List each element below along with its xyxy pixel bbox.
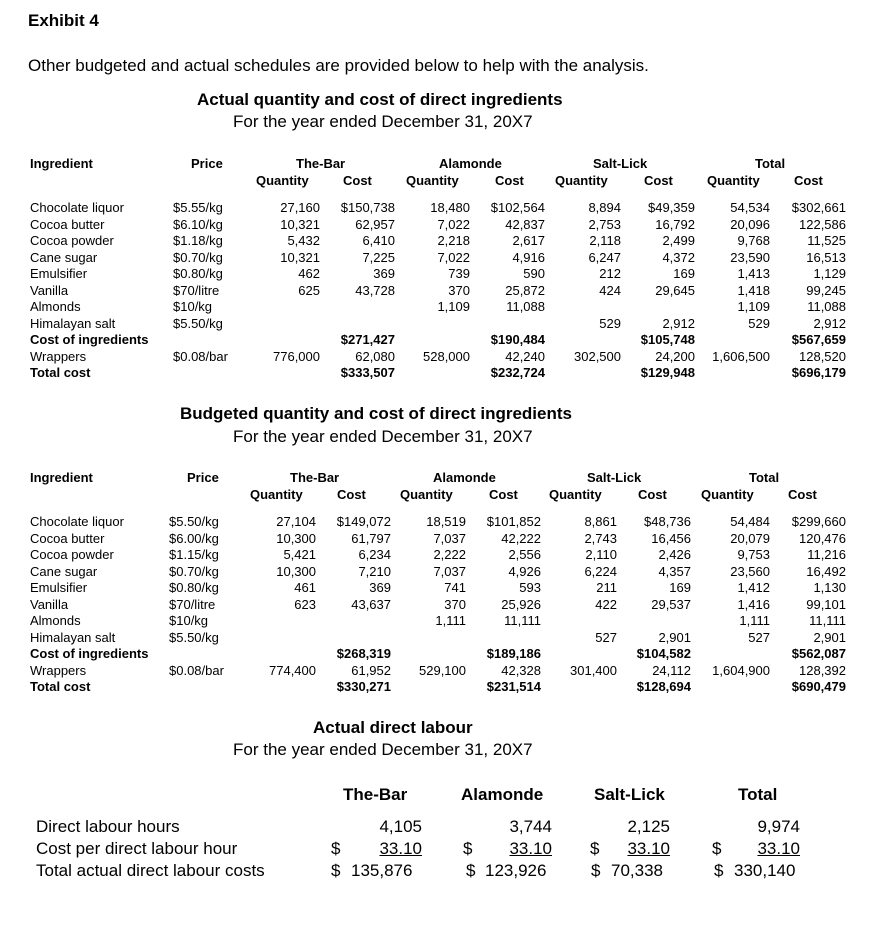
value-cell: 24,200: [655, 348, 695, 364]
value-cell: 739: [448, 266, 470, 281]
value-cell: $333,507: [340, 365, 395, 380]
value-cell: 529,100: [419, 662, 466, 678]
value-cell: 16,513: [806, 249, 846, 265]
value-cell: 593: [519, 580, 541, 595]
value-cell: 54,484: [730, 514, 770, 529]
value-cell: $190,484: [490, 332, 545, 347]
currency-symbol: $: [714, 861, 724, 880]
value-cell: $48,736: [644, 514, 691, 529]
value-cell: 529: [599, 315, 621, 331]
header-cost: Cost: [788, 486, 817, 502]
row-vanilla: [0, 597, 870, 614]
labour-row-rate: [0, 838, 870, 860]
value-cell: $567,659: [791, 332, 846, 347]
ingredient-name: Chocolate liquor: [30, 514, 124, 529]
value-cell: 25,872: [505, 282, 545, 298]
row-total-cost: [0, 679, 870, 696]
ingredient-name: Total cost: [30, 365, 91, 380]
currency-symbol: $: [466, 861, 476, 880]
value-cell: 29,537: [651, 596, 691, 612]
header-quantity: Quantity: [400, 486, 453, 502]
row-cane-sugar: [0, 250, 870, 267]
value-cell: 2,218: [437, 233, 470, 248]
header-quantity: Quantity: [250, 486, 303, 502]
value-cell: 7,022: [437, 249, 470, 265]
value-cell: 741: [444, 580, 466, 595]
value-cell: 62,957: [355, 216, 395, 232]
labour-value: 330,140: [734, 861, 796, 880]
value-cell: 6,234: [358, 547, 391, 562]
value-cell: 10,321: [280, 249, 320, 265]
value-cell: 1,412: [737, 580, 770, 595]
labour-value: 33.10: [627, 839, 670, 858]
value-cell: 16,492: [806, 563, 846, 579]
ingredient-name: Cost of ingredients: [30, 332, 149, 347]
value-cell: $271,427: [340, 332, 395, 347]
value-cell: $232,724: [490, 365, 545, 380]
table-subheader-row: [0, 173, 870, 190]
value-cell: 10,300: [276, 530, 316, 546]
price-cell: $5.55/kg: [173, 200, 223, 215]
price-cell: $5.50/kg: [169, 514, 219, 529]
row-almonds: [0, 299, 870, 316]
value-cell: 120,476: [799, 530, 846, 546]
value-cell: 212: [599, 266, 621, 281]
header-quantity: Quantity: [707, 172, 760, 188]
ingredient-name: Cost of ingredients: [30, 646, 149, 661]
value-cell: 23,560: [730, 563, 770, 579]
price-cell: $5.50/kg: [173, 315, 223, 331]
value-cell: $104,582: [636, 646, 691, 661]
value-cell: $129,948: [640, 365, 695, 380]
value-cell: 301,400: [570, 662, 617, 678]
header-cost: Cost: [337, 486, 366, 502]
value-cell: 527: [748, 629, 770, 645]
value-cell: 2,912: [813, 315, 846, 331]
row-cocoa-powder: [0, 233, 870, 250]
table-header-row: [0, 470, 870, 487]
row-cane-sugar: [0, 564, 870, 581]
value-cell: 302,500: [574, 348, 621, 364]
labour-header-row: [0, 784, 870, 806]
value-cell: $562,087: [791, 646, 846, 661]
currency-symbol: $: [463, 839, 473, 858]
value-cell: 11,088: [807, 299, 846, 314]
value-cell: 7,037: [433, 563, 466, 579]
value-cell: 1,606,500: [712, 348, 770, 364]
value-cell: 424: [599, 282, 621, 298]
value-cell: 462: [298, 266, 320, 281]
labour-col-thebar: The-Bar: [343, 785, 408, 804]
value-cell: $128,694: [636, 679, 691, 694]
price-cell: $5.50/kg: [169, 629, 219, 645]
value-cell: 2,118: [589, 233, 621, 248]
header-quantity: Quantity: [701, 486, 754, 502]
labour-col-saltlick: Salt-Lick: [594, 785, 665, 804]
value-cell: 25,926: [501, 596, 541, 612]
value-cell: 128,520: [799, 348, 846, 364]
value-cell: 4,916: [512, 249, 545, 265]
header-quantity: Quantity: [256, 172, 309, 188]
value-cell: 11,111: [809, 613, 846, 628]
value-cell: 42,837: [505, 216, 545, 232]
ingredient-name: Wrappers: [30, 662, 87, 678]
ingredient-name: Chocolate liquor: [30, 200, 124, 215]
value-cell: 42,222: [501, 530, 541, 546]
value-cell: 10,321: [280, 216, 320, 232]
labour-value: 4,105: [379, 817, 422, 836]
value-cell: 461: [294, 580, 316, 595]
value-cell: 7,037: [433, 530, 466, 546]
labour-row-hours: [0, 816, 870, 838]
currency-symbol: $: [590, 839, 600, 858]
value-cell: 1,109: [437, 299, 470, 314]
labour-value: 3,744: [509, 817, 552, 836]
header-cost: Cost: [489, 486, 518, 502]
value-cell: 62,080: [355, 348, 395, 364]
value-cell: 11,088: [506, 299, 545, 314]
value-cell: 20,079: [730, 530, 770, 546]
labour-value: 33.10: [379, 839, 422, 858]
value-cell: 23,590: [730, 249, 770, 265]
header-alamonde: Alamonde: [439, 156, 502, 171]
value-cell: 5,421: [283, 547, 316, 562]
value-cell: 1,109: [737, 299, 770, 314]
row-cost-of-ingredients: [0, 646, 870, 663]
ingredient-name: Cocoa butter: [30, 216, 105, 232]
actual-subtitle: For the year ended December 31, 20X7: [233, 112, 533, 131]
value-cell: 590: [523, 266, 545, 281]
value-cell: 2,901: [658, 629, 691, 645]
value-cell: $102,564: [490, 200, 545, 215]
row-cocoa-powder: [0, 547, 870, 564]
value-cell: 24,112: [652, 662, 691, 678]
value-cell: $231,514: [486, 679, 541, 694]
price-cell: $6.00/kg: [169, 530, 219, 546]
budget-subtitle: For the year ended December 31, 20X7: [233, 427, 533, 446]
value-cell: 1,129: [813, 266, 846, 281]
row-almonds: [0, 613, 870, 630]
value-cell: 9,768: [737, 233, 770, 248]
labour-value: 135,876: [351, 861, 413, 880]
value-cell: 1,111: [435, 613, 466, 628]
labour-col-alamonde: Alamonde: [461, 785, 544, 804]
value-cell: 43,637: [351, 596, 391, 612]
value-cell: 9,753: [737, 547, 770, 562]
value-cell: 2,222: [433, 547, 466, 562]
value-cell: $690,479: [791, 679, 846, 694]
value-cell: 99,245: [806, 282, 846, 298]
value-cell: 1,416: [737, 596, 770, 612]
value-cell: 2,499: [662, 233, 695, 248]
value-cell: 7,210: [358, 563, 391, 579]
value-cell: 6,410: [362, 233, 395, 248]
price-cell: $0.08/bar: [169, 662, 224, 678]
value-cell: 2,743: [584, 530, 617, 546]
value-cell: 2,426: [658, 547, 691, 562]
value-cell: 623: [294, 596, 316, 612]
price-cell: $70/litre: [173, 282, 220, 298]
table-subheader-row: [0, 487, 870, 504]
value-cell: 422: [595, 596, 617, 612]
value-cell: $696,179: [791, 365, 846, 380]
header-thebar: The-Bar: [290, 470, 340, 485]
value-cell: 2,617: [512, 233, 545, 248]
value-cell: $330,271: [336, 679, 391, 694]
header-quantity: Quantity: [406, 172, 459, 188]
labour-value: 33.10: [509, 839, 552, 858]
labour-value: 2,125: [627, 817, 670, 836]
value-cell: 43,728: [355, 282, 395, 298]
value-cell: 2,901: [813, 629, 846, 645]
value-cell: 4,357: [658, 563, 691, 579]
value-cell: 42,240: [505, 348, 545, 364]
header-quantity: Quantity: [555, 172, 608, 188]
value-cell: 10,300: [276, 563, 316, 579]
value-cell: $189,186: [486, 646, 541, 661]
row-total-cost: [0, 365, 870, 382]
value-cell: 11,216: [807, 547, 846, 562]
row-wrappers: [0, 349, 870, 366]
header-total: Total: [755, 156, 786, 171]
currency-symbol: $: [712, 839, 722, 858]
currency-symbol: $: [331, 861, 341, 880]
labour-row-label: Direct labour hours: [36, 817, 180, 836]
value-cell: 8,861: [584, 514, 617, 529]
value-cell: 7,022: [437, 216, 470, 232]
row-emulsifier: [0, 580, 870, 597]
ingredient-name: Emulsifier: [30, 266, 88, 281]
value-cell: 122,586: [799, 216, 846, 232]
labour-value: 123,926: [485, 861, 547, 880]
value-cell: 6,224: [584, 563, 617, 579]
price-cell: $10/kg: [169, 613, 209, 628]
actual-title: Actual quantity and cost of direct ingredients: [197, 90, 563, 109]
labour-value: 9,974: [757, 817, 800, 836]
price-cell: $0.08/bar: [173, 348, 228, 364]
ingredient-name: Cocoa butter: [30, 530, 105, 546]
ingredient-name: Emulsifier: [30, 580, 88, 595]
value-cell: 8,894: [588, 200, 621, 215]
value-cell: 527: [595, 629, 617, 645]
value-cell: 2,753: [588, 216, 621, 232]
ingredient-name: Cocoa powder: [30, 547, 114, 562]
value-cell: 18,519: [426, 514, 466, 529]
row-himalayan-salt: [0, 630, 870, 647]
ingredient-name: Total cost: [30, 679, 91, 694]
value-cell: 16,456: [651, 530, 691, 546]
value-cell: 1,418: [737, 282, 770, 298]
price-cell: $0.70/kg: [173, 249, 223, 265]
row-chocolate-liquor: [0, 514, 870, 531]
header-cost: Cost: [495, 172, 524, 188]
value-cell: 776,000: [273, 348, 320, 364]
ingredient-name: Himalayan salt: [30, 315, 116, 331]
labour-title: Actual direct labour: [313, 718, 473, 737]
labour-subtitle: For the year ended December 31, 20X7: [233, 740, 533, 759]
row-cost-of-ingredients: [0, 332, 870, 349]
value-cell: 16,792: [655, 216, 695, 232]
row-emulsifier: [0, 266, 870, 283]
value-cell: 370: [444, 596, 466, 612]
value-cell: $149,072: [336, 514, 391, 529]
header-cost: Cost: [343, 172, 372, 188]
ingredient-name: Vanilla: [30, 282, 69, 298]
value-cell: 5,432: [287, 233, 320, 248]
labour-row-label: Cost per direct labour hour: [36, 839, 238, 858]
intro-text: Other budgeted and actual schedules are provided below to help with the analysis.: [28, 56, 649, 75]
ingredient-name: Himalayan salt: [30, 629, 116, 645]
value-cell: 54,534: [730, 200, 770, 215]
price-cell: $1.18/kg: [173, 233, 223, 248]
ingredient-name: Vanilla: [30, 596, 69, 612]
value-cell: $105,748: [640, 332, 695, 347]
row-cocoa-butter: [0, 217, 870, 234]
header-quantity: Quantity: [549, 486, 602, 502]
labour-col-total: Total: [738, 785, 778, 804]
header-alamonde: Alamonde: [433, 470, 496, 485]
value-cell: 2,912: [662, 315, 695, 331]
header-thebar: The-Bar: [296, 156, 346, 171]
header-cost: Cost: [644, 172, 673, 188]
value-cell: 369: [369, 580, 391, 595]
value-cell: $268,319: [336, 646, 391, 661]
value-cell: 1,413: [737, 266, 770, 281]
value-cell: 1,111: [739, 613, 770, 628]
header-cost: Cost: [638, 486, 667, 502]
header-cost: Cost: [794, 172, 823, 188]
value-cell: 625: [298, 282, 320, 298]
value-cell: 27,104: [276, 514, 316, 529]
value-cell: 42,328: [501, 662, 541, 678]
value-cell: 4,372: [662, 249, 695, 265]
value-cell: 20,096: [730, 216, 770, 232]
header-ingredient: Ingredient: [30, 156, 93, 171]
value-cell: 169: [673, 266, 695, 281]
ingredient-name: Cocoa powder: [30, 233, 114, 248]
row-himalayan-salt: [0, 316, 870, 333]
value-cell: 99,101: [806, 596, 846, 612]
header-ingredient: Ingredient: [30, 470, 93, 485]
labour-row-total: [0, 860, 870, 882]
value-cell: 169: [669, 580, 691, 595]
ingredient-name: Cane sugar: [30, 563, 98, 579]
value-cell: 370: [448, 282, 470, 298]
ingredient-name: Cane sugar: [30, 249, 98, 265]
value-cell: 27,160: [280, 200, 320, 215]
value-cell: 529: [748, 315, 770, 331]
price-cell: $0.80/kg: [169, 580, 219, 595]
value-cell: 4,926: [508, 563, 541, 579]
row-wrappers: [0, 663, 870, 680]
header-price: Price: [191, 156, 223, 171]
price-cell: $70/litre: [169, 596, 216, 612]
value-cell: 1,604,900: [712, 662, 770, 678]
value-cell: $150,738: [340, 200, 395, 215]
value-cell: 774,400: [269, 662, 316, 678]
value-cell: 61,952: [351, 662, 391, 678]
value-cell: 128,392: [799, 662, 846, 678]
value-cell: 2,110: [585, 547, 617, 562]
price-cell: $0.80/kg: [173, 266, 223, 281]
budget-title: Budgeted quantity and cost of direct ingredients: [180, 404, 572, 423]
value-cell: 528,000: [423, 348, 470, 364]
header-saltlick: Salt-Lick: [587, 470, 642, 485]
value-cell: 211: [596, 580, 617, 595]
value-cell: 2,556: [508, 547, 541, 562]
header-price: Price: [187, 470, 219, 485]
value-cell: $49,359: [648, 200, 695, 215]
ingredient-name: Almonds: [30, 299, 81, 314]
table-header-row: [0, 156, 870, 173]
value-cell: $302,661: [791, 200, 846, 215]
exhibit-title: Exhibit 4: [28, 11, 99, 30]
value-cell: 29,645: [655, 282, 695, 298]
labour-row-label: Total actual direct labour costs: [36, 861, 265, 880]
labour-value: 33.10: [757, 839, 800, 858]
header-total: Total: [749, 470, 780, 485]
row-vanilla: [0, 283, 870, 300]
row-cocoa-butter: [0, 531, 870, 548]
value-cell: $101,852: [486, 514, 541, 529]
price-cell: $10/kg: [173, 299, 213, 314]
value-cell: 61,797: [351, 530, 391, 546]
value-cell: 11,525: [807, 233, 846, 248]
value-cell: 18,480: [430, 200, 470, 215]
ingredient-name: Wrappers: [30, 348, 87, 364]
value-cell: $299,660: [791, 514, 846, 529]
value-cell: 1,130: [813, 580, 846, 595]
price-cell: $0.70/kg: [169, 563, 219, 579]
value-cell: 11,111: [504, 613, 541, 628]
currency-symbol: $: [591, 861, 601, 880]
value-cell: 369: [373, 266, 395, 281]
value-cell: 6,247: [588, 249, 621, 265]
ingredient-name: Almonds: [30, 613, 81, 628]
labour-value: 70,338: [611, 861, 663, 880]
price-cell: $6.10/kg: [173, 216, 223, 232]
price-cell: $1.15/kg: [169, 547, 219, 562]
value-cell: 7,225: [362, 249, 395, 265]
currency-symbol: $: [331, 839, 341, 858]
row-chocolate-liquor: [0, 200, 870, 217]
header-saltlick: Salt-Lick: [593, 156, 648, 171]
